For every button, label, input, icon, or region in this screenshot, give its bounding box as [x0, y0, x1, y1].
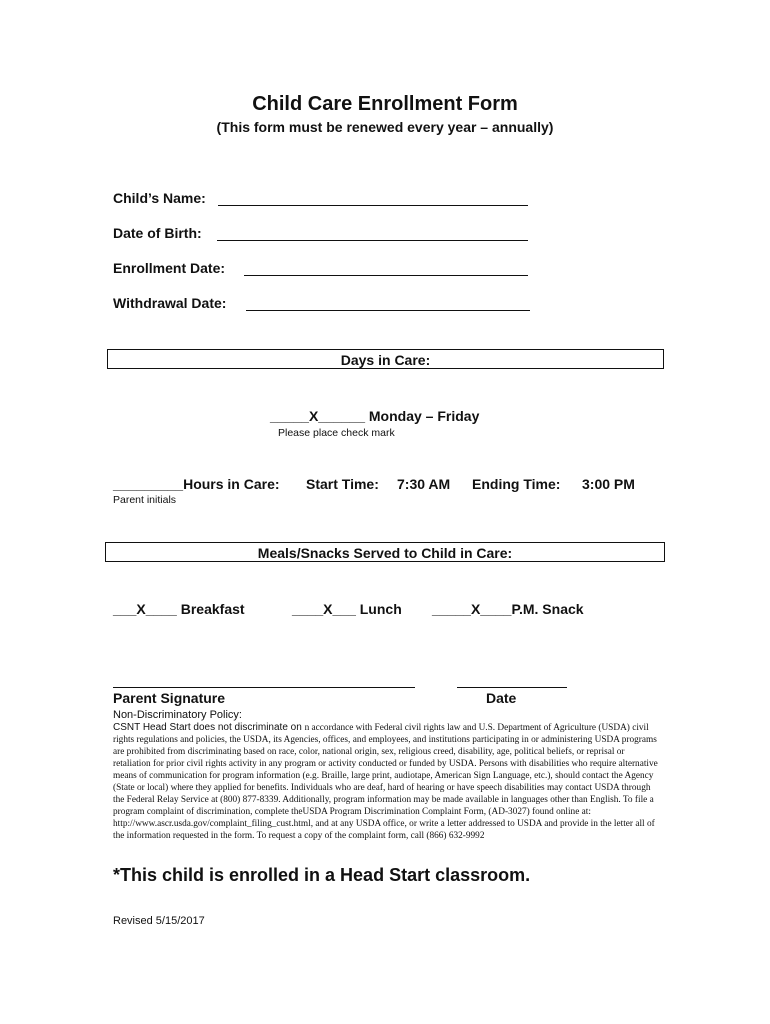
parent-signature-line[interactable] [113, 687, 415, 688]
revised-date: Revised 5/15/2017 [113, 915, 205, 927]
meal-blank-post[interactable]: ____ [480, 601, 512, 617]
date-of-birth-label: Date of Birth: [113, 225, 202, 241]
signature-date-label: Date [486, 690, 517, 706]
hours-label: Hours in Care: [183, 476, 280, 492]
hours-initials-blank[interactable]: _________ [113, 476, 184, 492]
meal-blank-pre[interactable]: ___ [113, 601, 137, 617]
days-in-care-row [270, 408, 479, 424]
child-name-label: Child’s Name: [113, 190, 206, 206]
meal-breakfast [113, 601, 245, 617]
parent-initials-hint: Parent initials [113, 494, 177, 506]
days-in-care-heading: Days in Care: [107, 349, 664, 369]
meal-label: Lunch [359, 601, 402, 617]
form-title: Child Care Enrollment Form [252, 93, 518, 115]
meal-pm-snack [432, 601, 584, 617]
meal-blank-post[interactable]: ____ [145, 601, 177, 617]
policy-body: n accordance with Federal civil rights law and U.S. Department of Agriculture (USDA) civil rights regulations and policies, the USDA, its Agencies, offices, and employees, and institutions participating in or administering USDA programs are prohibited from discriminating based on race, color, national origin, sex, religious creed, disability, age, political beliefs, or reprisal or retaliation for prior civil rights activity in any program or activity conducted or funded by USDA. Persons with disabilities who require alternative means of communication for program information (e.g. Braille, large print, audiotape, American Sign Language, etc.), should contact the Agency (State or local) where they applied for benefits. Individuals who are deaf, hard of hearing or have speech disabilities may contact USDA through the Federal Relay Service at (800) 877-8339. Additionally, program information may be made available in languages other than English. To file a program complaint of discrimination, complete theUSDA Program Discrimination Complaint Form, (AD-3027) found online at: http://www.ascr.usda.gov/complaint_filing_cust.html, and at any USDA office, or write a letter addressed to USDA and provide in the letter all of the information requested in the form. To request a copy of the complaint form, call (866) 632-9992 [113, 723, 658, 841]
end-time-value: 3:00 PM [582, 476, 635, 492]
enrollment-date-label: Enrollment Date: [113, 260, 226, 276]
meal-lunch [292, 601, 402, 617]
policy-label: Non-Discriminatory Policy: [113, 709, 242, 721]
end-time-label: Ending Time: [472, 476, 561, 492]
child-name-field[interactable] [218, 205, 528, 206]
date-of-birth-field[interactable] [217, 240, 528, 241]
withdrawal-date-label: Withdrawal Date: [113, 295, 227, 311]
start-time-value: 7:30 AM [397, 476, 451, 492]
days-label: Monday – Friday [368, 408, 480, 424]
meal-check-mark[interactable]: X [470, 601, 481, 617]
meal-check-mark[interactable]: X [323, 601, 333, 617]
start-time-label: Start Time: [306, 476, 379, 492]
meals-heading: Meals/Snacks Served to Child in Care: [105, 542, 665, 562]
meal-blank-pre[interactable]: _____ [432, 601, 471, 617]
policy-lead: CSNT Head Start does not discriminate on [113, 722, 305, 733]
form-subtitle: (This form must be renewed every year – annually) [216, 119, 554, 135]
withdrawal-date-field[interactable] [246, 310, 530, 311]
days-blank-before[interactable]: _____ [270, 408, 309, 424]
check-mark-hint: Please place check mark [278, 427, 395, 439]
days-check-mark[interactable]: X [308, 408, 319, 424]
meal-check-mark[interactable]: X [136, 601, 146, 617]
days-blank-after[interactable]: ______ [318, 408, 365, 424]
signature-date-line[interactable] [457, 687, 567, 688]
meal-label: P.M. Snack [511, 601, 584, 617]
meal-blank-post[interactable]: ___ [332, 601, 356, 617]
enrollment-date-field[interactable] [244, 275, 528, 276]
meal-label: Breakfast [180, 601, 245, 617]
hours-row [113, 476, 280, 492]
policy-text [113, 722, 661, 842]
parent-signature-label: Parent Signature [113, 690, 226, 706]
head-start-note: *This child is enrolled in a Head Start classroom. [113, 865, 531, 885]
meal-blank-pre[interactable]: ____ [292, 601, 324, 617]
